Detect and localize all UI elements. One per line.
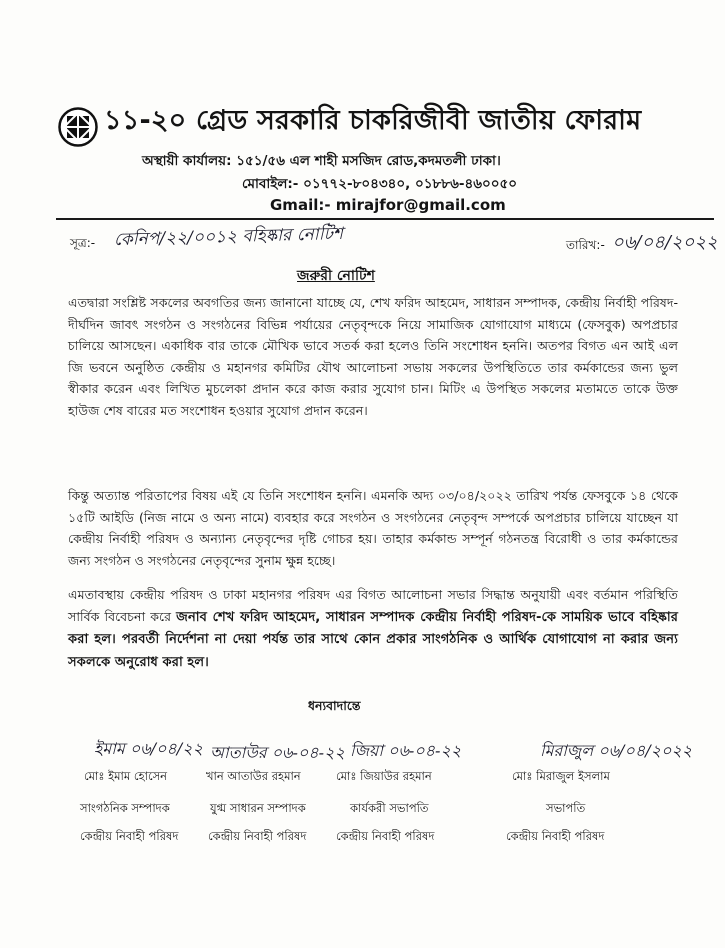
signatory-3 [350, 738, 461, 765]
signature-1: ইমাম ০৬/০৪/২২ [94, 739, 203, 758]
signatory-1 [94, 736, 203, 763]
reference-label: সূত্র:- [70, 236, 96, 250]
organization-name: ১১-২০ গ্রেড সরকারি চাকরিজীবী জাতীয় ফোরাম [104, 105, 642, 136]
signatory-4-name: মোঃ মিরাজুল ইসলাম [512, 769, 610, 783]
thanks-text: ধন্যবাদান্তে [308, 698, 361, 713]
forum-logo [58, 107, 98, 147]
notice-title: জরুরী নোটিশ [297, 268, 375, 284]
office-address: অস্থায়ী কার্যালয়: ১৫১/৫৬ এল শাহী মসজিদ রোড,কদমতলী ঢাকা। [142, 153, 501, 169]
paragraph-1: এতদ্বারা সংশ্লিষ্ট সকলের অবগতির জন্য জানানো যাচ্ছে যে, শেখ ফরিদ আহমেদ, সাধারন সম্পাদক, কেন্দ্রীয় নির্বাহী পরিষদ- দীর্ঘদিন জাবৎ সংগঠন ও সংগঠনের বিভিন্ন পর্যায়ের নেতৃবৃন্দকে নিয়ে সামাজিক যোগাযোগ মাধ্যমে (ফেসবুক) অপপ্রচার চালিয়ে আসছেন। একাধিক বার তাকে মৌখিক ভাবে সতর্ক করা হলেও তিনি সংশোধন হননি। অতপর বিগত এন আই এল জি ভবনে অনুষ্ঠিত কেন্দ্রীয় ও মহানগর কমিটির যৌথ আলোচনা সভায় সকলের উপস্থিতিতে তার কর্মকান্ডের জন্য ভুল স্বীকার করেন এবং লিখিত মুচলেকা প্রদান করে কাজ করার সুযোগ চান। মিটিং এ উপস্থিত সকলের মতামতে তাকে উক্ত হাউজ শেষ বারের মত সংশোধন হওয়ার সুযোগ প্রদান করেন। [68, 295, 678, 418]
paragraph-3-bold-text: জনাব শেখ ফরিদ আহমেদ, সাধারন সম্পাদক কেন্দ্রীয় নির্বাহী পরিষদ-কে সাময়িক ভাবে বহিষ্কার করা হল। পরবর্তী নির্দেশনা না দেয়া পর্যন্ত তার সাথে কোন প্রকার সাংগঠনিক ও আর্থিক যোগাযোগ না করার জন্য সকলকে অনুরোধ করা হল। [68, 609, 678, 670]
signatory-4-body: কেন্দ্রীয় নিবাহী পরিষদ [506, 829, 605, 843]
signature-4: মিরাজুল ০৬/০৪/২০২২ [540, 741, 693, 760]
mobile-numbers: মোবাইল:- ০১৭৭২-৮০৪৩৪০, ০১৮৮৬-৪৬০০৫০ [242, 176, 518, 192]
signatory-2-name: খান আতাউর রহমান [206, 769, 301, 783]
reference-handwritten: কেনিপ/২২/০০১২ বহিষ্কার নোটিশ [113, 224, 344, 250]
paragraph-3-text: এমতাবস্থায় কেন্দ্রীয় পরিষদ ও ঢাকা মহানগর পরিষদ এর বিগত আলোচনা সভার সিদ্ধান্ত অনুযায়ী এবং বর্তমান পরিস্থিতি সার্বিক বিবেচনা করে [68, 587, 678, 624]
paragraph-2: কিন্তু অত্যান্ত পরিতাপের বিষয় এই যে তিনি সংশোধন হননি। এমনকি অদ্য ০৩/০৪/২০২২ তারিখ পর্যন্ত ফেসবুকে ১৪ থেকে ১৫টি আইডি (নিজ নামে ও অন্য নামে) ব্যবহার করে সংগঠন ও সংগঠনের নেতৃবৃন্দ সম্পর্কে অপপ্রচার চালিয়ে যাচ্ছেন যা কেন্দ্রীয় নির্বাহী পরিষদ ও অন্যান্য নেতৃবৃন্দের দৃষ্টি গোচর হয়। তাহার কর্মকান্ড সম্পূর্ন গঠনতন্ত্র বিরোধী ও তার কর্মকান্ডের জন্য সংগঠন ও সংগঠনের নেতৃবৃন্দের সুনাম ক্ষুন্ন হচ্ছে। [68, 488, 678, 568]
signatory-3-name: মোঃ জিয়াউর রহমান [336, 769, 432, 783]
date-handwritten: ০৬/০৪/২০২২ [612, 232, 718, 253]
paragraph-3 [68, 584, 678, 673]
email-address: Gmail:- mirajfor@gmail.com [270, 196, 506, 214]
signatory-2 [210, 740, 345, 767]
signatory-4-title: সভাপতি [546, 801, 586, 815]
signatory-3-title: কার্যকরী সভাপতি [350, 801, 429, 815]
signature-2: আতাউর ০৬-০৪-২২ [210, 743, 345, 762]
signatory-1-title: সাংগঠনিক সম্পাদক [80, 801, 170, 815]
signatory-4 [540, 738, 692, 765]
header-divider [56, 218, 714, 220]
date-label: তারিখ:- [566, 238, 605, 252]
signatory-2-body: কেন্দ্রীয় নিবাহী পরিষদ [208, 829, 307, 843]
signature-3: জিয়া ০৬-০৪-২২ [350, 741, 462, 760]
signatory-3-body: কেন্দ্রীয় নিবাহী পরিষদ [336, 829, 435, 843]
signatory-1-name: মোঃ ইমাম হোসেন [84, 769, 168, 783]
signatory-2-title: যুগ্ম সাধারন সম্পাদক [210, 801, 306, 815]
signatory-1-body: কেন্দ্রীয় নিবাহী পরিষদ [80, 829, 179, 843]
